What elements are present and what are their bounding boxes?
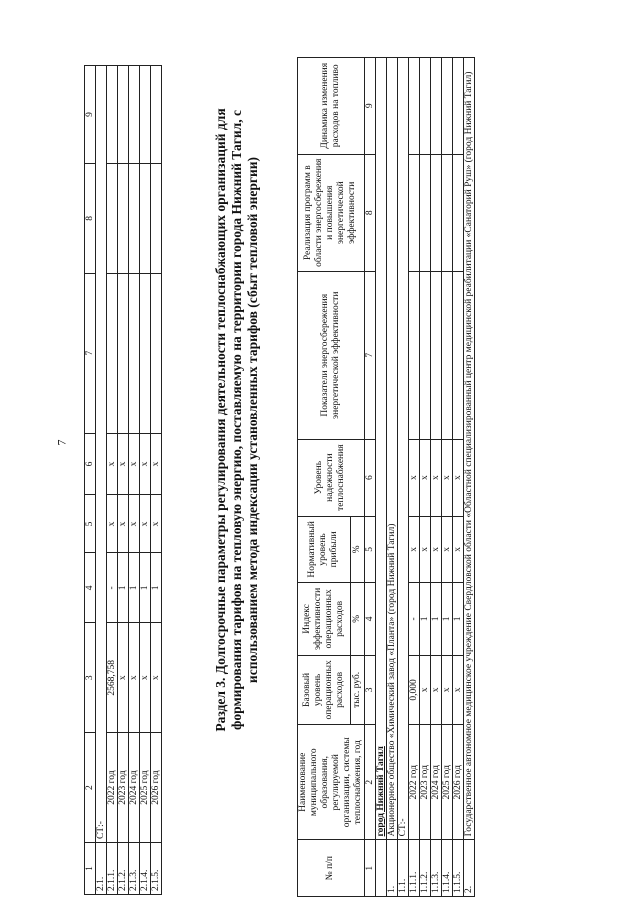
- col-num: 9: [364, 58, 375, 155]
- row-name: 2022 год: [107, 733, 118, 843]
- table-row: [118, 66, 129, 895]
- header-base: Базовый уровень операционных расходов: [298, 655, 351, 724]
- cell: [441, 154, 452, 271]
- base-value: x: [129, 623, 140, 733]
- cell: [129, 66, 140, 164]
- cell: [430, 58, 441, 155]
- col-num: 5: [364, 516, 375, 582]
- rel-value: x: [430, 439, 441, 516]
- row-code: 2.1.3.: [129, 843, 140, 895]
- index-value: 1: [129, 553, 140, 623]
- city-row: [375, 58, 386, 897]
- section-title: Раздел 3. Долгосрочные параметры регулирования деятельности теплоснабжающих организаций для формирования тарифов на тепловую энергию, поставляемую на территории города Нижний Тагил, с использованием метода индексации установленных тарифов (сбыт тепловой энергии): [213, 108, 261, 732]
- cell: [452, 271, 463, 439]
- base-value: x: [151, 623, 162, 733]
- row-code: 2.1.: [96, 843, 107, 895]
- row-name: 2023 год: [118, 733, 129, 843]
- row-code: 2.1.5.: [151, 843, 162, 895]
- norm-value: x: [408, 516, 419, 582]
- cell: [107, 273, 118, 433]
- cell: [441, 58, 452, 155]
- header-name: Наименование муниципального образования, регулируемой организации, системы теплоснабжения, год: [298, 725, 365, 840]
- cell: [430, 154, 441, 271]
- base-value: x: [140, 623, 151, 733]
- rel-value: x: [140, 433, 151, 495]
- rel-value: x: [129, 433, 140, 495]
- row-name: СТ:-: [397, 58, 408, 840]
- index-value: 1: [452, 583, 463, 656]
- row-name: 2024 год: [129, 733, 140, 843]
- cell: [107, 66, 118, 164]
- row-name: 2026 год: [452, 725, 463, 840]
- row-code: 1.1.2.: [419, 840, 430, 897]
- row-name: 2025 год: [140, 733, 151, 843]
- org-code: 2.: [463, 840, 474, 897]
- row-code: 1.1.4.: [441, 840, 452, 897]
- cell: [441, 271, 452, 439]
- unit-index: %: [350, 583, 364, 656]
- row-name: 2025 год: [441, 725, 452, 840]
- base-value: x: [430, 655, 441, 724]
- cell: [140, 163, 151, 273]
- row-name: 2023 год: [419, 725, 430, 840]
- cell: [118, 163, 129, 273]
- row-code: 1.1.1.: [408, 840, 419, 897]
- column-number-row: [85, 66, 96, 895]
- table-row: [397, 58, 408, 897]
- norm-value: x: [430, 516, 441, 582]
- org-code: 1.: [386, 840, 397, 897]
- table-row: [96, 66, 107, 895]
- table-row: [151, 66, 162, 895]
- city-name: город Нижний Тагил: [375, 746, 386, 837]
- row-name: 2022 год: [408, 725, 419, 840]
- base-value: x: [118, 623, 129, 733]
- norm-value: x: [140, 495, 151, 553]
- rel-value: x: [118, 433, 129, 495]
- row-code: 1.1.3.: [430, 840, 441, 897]
- header-index: Индекс эффективности операционных расходов: [298, 583, 351, 656]
- cell: [140, 273, 151, 433]
- table-row: [408, 58, 419, 897]
- cell: [140, 66, 151, 164]
- unit-norm: %: [350, 516, 364, 582]
- header-norm: Нормативный уровень прибыли: [298, 516, 351, 582]
- table-row: [430, 58, 441, 897]
- row-name: СТ:-: [96, 66, 107, 843]
- col-num: 9: [85, 66, 96, 164]
- org-name: Государственное автономное медицинское учреждение Свердловской области «Областной специализированный центр медицинской реабилитации «Санаторий Руш» (город Нижний Тагил): [463, 58, 474, 840]
- cell: [151, 163, 162, 273]
- norm-value: x: [419, 516, 430, 582]
- unit-base: тыс. руб.: [350, 655, 364, 724]
- header-programs: Реализация программ в области энергосбережения и повышения энергетической эффективности: [298, 154, 365, 271]
- cell: [151, 66, 162, 164]
- row-code: 2.1.2.: [118, 843, 129, 895]
- col-num: 2: [364, 725, 375, 840]
- header-dynamics: Динамика изменения расходов на топливо: [298, 58, 365, 155]
- parameters-table: [297, 57, 475, 897]
- header-row: [298, 58, 351, 897]
- col-num: 8: [85, 163, 96, 273]
- row-code: 1.1.: [397, 840, 408, 897]
- col-num: 7: [364, 271, 375, 439]
- rel-value: x: [441, 439, 452, 516]
- col-num: 6: [85, 433, 96, 495]
- cell: [151, 273, 162, 433]
- col-num: 6: [364, 439, 375, 516]
- rel-value: x: [419, 439, 430, 516]
- cell: [129, 273, 140, 433]
- continuation-table: [84, 65, 162, 895]
- index-value: -: [107, 553, 118, 623]
- city-label: [375, 58, 386, 840]
- col-num: 3: [364, 655, 375, 724]
- col-num: 8: [364, 154, 375, 271]
- org-row: [463, 58, 474, 897]
- norm-value: x: [452, 516, 463, 582]
- cell: [452, 58, 463, 155]
- index-value: 1: [419, 583, 430, 656]
- table-row: [441, 58, 452, 897]
- col-num: 4: [85, 553, 96, 623]
- base-value: x: [452, 655, 463, 724]
- cell: [107, 163, 118, 273]
- table-row: [129, 66, 140, 895]
- table-row: [140, 66, 151, 895]
- norm-value: x: [107, 495, 118, 553]
- cell: [419, 271, 430, 439]
- row-code: 2.1.4.: [140, 843, 151, 895]
- row-name: 2026 год: [151, 733, 162, 843]
- cell: [419, 154, 430, 271]
- row-name: 2024 год: [430, 725, 441, 840]
- rel-value: x: [151, 433, 162, 495]
- index-value: 1: [118, 553, 129, 623]
- header-energy: Показатели энергосбережения энергетической эффективности: [298, 271, 365, 439]
- col-num: 5: [85, 495, 96, 553]
- norm-value: x: [441, 516, 452, 582]
- page-number: 7: [54, 439, 69, 446]
- col-num: 1: [85, 843, 96, 895]
- col-num: 7: [85, 273, 96, 433]
- row-code: 2.1.1.: [107, 843, 118, 895]
- index-value: 1: [140, 553, 151, 623]
- index-value: 1: [441, 583, 452, 656]
- index-value: 1: [151, 553, 162, 623]
- rel-value: x: [408, 439, 419, 516]
- col-num: 4: [364, 583, 375, 656]
- table-row: [107, 66, 118, 895]
- table-row: [452, 58, 463, 897]
- cell: [408, 154, 419, 271]
- norm-value: x: [129, 495, 140, 553]
- org-row: [386, 58, 397, 897]
- index-value: 1: [430, 583, 441, 656]
- col-num: 3: [85, 623, 96, 733]
- base-value: x: [441, 655, 452, 724]
- org-name: Акционерное общество «Химический завод «Планта» (город Нижний Тагил): [386, 58, 397, 840]
- cell: [430, 271, 441, 439]
- table-row: [419, 58, 430, 897]
- rel-value: x: [107, 433, 118, 495]
- row-code: 1.1.5.: [452, 840, 463, 897]
- base-value: 2568,758: [107, 623, 118, 733]
- cell: [419, 58, 430, 155]
- cell: [452, 154, 463, 271]
- cell: [129, 163, 140, 273]
- cell: [118, 66, 129, 164]
- cell: [118, 273, 129, 433]
- cell: [408, 271, 419, 439]
- norm-value: x: [151, 495, 162, 553]
- rel-value: x: [452, 439, 463, 516]
- column-number-row: [364, 58, 375, 897]
- base-value: x: [419, 655, 430, 724]
- header-number: № п/п: [298, 840, 365, 897]
- index-value: -: [408, 583, 419, 656]
- norm-value: x: [118, 495, 129, 553]
- cell: [408, 58, 419, 155]
- header-reliability: Уровень надежности теплоснабжения: [298, 439, 365, 516]
- base-value: 0,000: [408, 655, 419, 724]
- cell: [375, 840, 386, 897]
- col-num: 2: [85, 733, 96, 843]
- col-num: 1: [364, 840, 375, 897]
